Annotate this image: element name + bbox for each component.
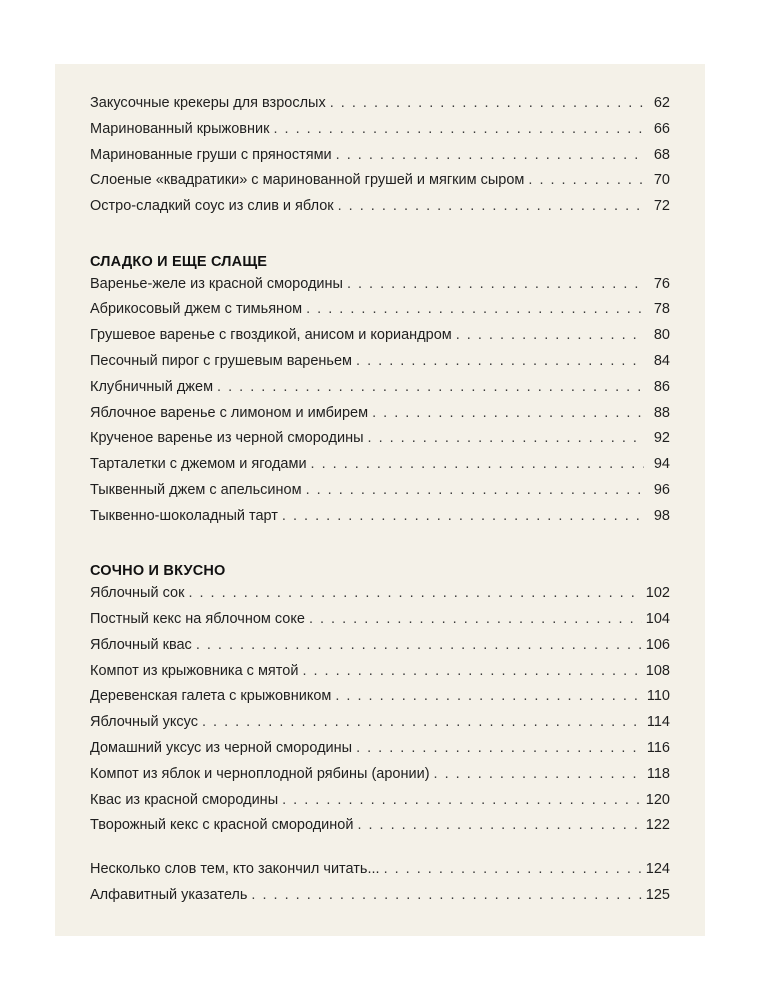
dot-leader: [202, 714, 643, 730]
toc-entry[interactable]: [90, 301, 670, 327]
toc-entry-title: Несколько слов тем, кто закончил читать...: [90, 861, 380, 878]
dot-leader: [251, 887, 641, 903]
dot-leader: [196, 637, 642, 653]
dot-leader: [434, 766, 643, 782]
toc-entry-page-number: 110: [646, 688, 670, 705]
toc-entry-title: Компот из яблок и черноплодной рябины (аронии): [90, 765, 430, 782]
toc-entry-page-number: 108: [645, 662, 670, 679]
toc-entry-title: Домашний уксус из черной смородины: [90, 739, 353, 756]
toc-entry-title: Постный кекс на яблочном соке: [90, 610, 305, 627]
toc-entry[interactable]: [90, 663, 670, 689]
toc-entry-title: Деревенская галета с крыжовником: [90, 688, 332, 705]
toc-entry-title: Компот из крыжовника с мятой: [90, 662, 299, 679]
toc-entry[interactable]: [90, 482, 670, 508]
toc-entry[interactable]: [90, 456, 670, 482]
toc-entry[interactable]: [90, 585, 670, 611]
toc-entry-page-number: 106: [645, 636, 670, 653]
dot-leader: [217, 379, 644, 395]
toc-entry[interactable]: [90, 172, 670, 198]
toc-entry[interactable]: [90, 740, 670, 766]
dot-leader: [309, 611, 642, 627]
toc-entry[interactable]: [90, 353, 670, 379]
dot-leader: [330, 95, 644, 111]
dot-leader: [357, 817, 641, 833]
toc-entry-page-number: 104: [645, 610, 670, 627]
dot-leader: [456, 327, 644, 343]
toc-entry[interactable]: [90, 198, 670, 224]
toc-entry-title: Творожный кекс с красной смородиной: [90, 817, 354, 834]
dot-leader: [302, 663, 641, 679]
toc-entry-title: Клубничный джем: [90, 378, 214, 395]
dot-leader: [347, 276, 644, 292]
toc-entry[interactable]: [90, 688, 670, 714]
toc-entry-title: Яблочный сок: [90, 585, 185, 602]
dot-leader: [338, 198, 644, 214]
toc-entry-page-number: 96: [653, 481, 670, 498]
book-page: [55, 64, 705, 936]
section-spacer: [90, 843, 670, 861]
toc-entry-page-number: 86: [653, 378, 670, 395]
toc-entry[interactable]: [90, 766, 670, 792]
toc-entry[interactable]: [90, 276, 670, 302]
toc-entry-title: Тарталетки с джемом и ягодами: [90, 456, 307, 473]
dot-leader: [188, 585, 641, 601]
toc-entry-page-number: 125: [645, 886, 670, 903]
toc-entry[interactable]: [90, 121, 670, 147]
toc-entry[interactable]: [90, 327, 670, 353]
table-of-contents: [90, 95, 670, 913]
toc-entry-title: Абрикосовый джем с тимьяном: [90, 301, 303, 318]
section-title: СЛАДКО И ЕЩЕ СЛАЩЕ: [90, 253, 268, 270]
dot-leader: [528, 172, 644, 188]
toc-entry-page-number: 118: [646, 765, 670, 782]
dot-leader: [372, 405, 644, 421]
dot-leader: [335, 688, 643, 704]
toc-entry[interactable]: [90, 95, 670, 121]
toc-entry-page-number: 88: [653, 404, 670, 421]
toc-entry[interactable]: [90, 611, 670, 637]
toc-entry[interactable]: [90, 508, 670, 534]
toc-entry-page-number: 92: [653, 430, 670, 447]
toc-entry-page-number: 76: [653, 275, 670, 292]
toc-entry-title: Алфавитный указатель: [90, 886, 248, 903]
toc-entry-title: Грушевое варенье с гвоздикой, анисом и кориандром: [90, 327, 452, 344]
toc-entry-page-number: 122: [645, 817, 670, 834]
toc-entry-page-number: 72: [653, 198, 670, 215]
dot-leader: [384, 861, 642, 877]
toc-entry-title: Закусочные крекеры для взрослых: [90, 95, 326, 111]
dot-leader: [336, 147, 644, 163]
toc-entry[interactable]: [90, 817, 670, 843]
toc-entry-title: Остро-сладкий соус из слив и яблок: [90, 198, 334, 215]
toc-entry-title: Квас из красной смородины: [90, 791, 279, 808]
toc-entry[interactable]: [90, 792, 670, 818]
dot-leader: [368, 430, 644, 446]
toc-entry-page-number: 116: [646, 739, 670, 756]
toc-entry-page-number: 66: [653, 120, 670, 137]
toc-entry-page-number: 62: [653, 95, 670, 111]
section-spacer: [90, 534, 670, 560]
dot-leader: [356, 740, 643, 756]
toc-entry-page-number: 98: [653, 507, 670, 524]
toc-entry-title: Варенье-желе из красной смородины: [90, 275, 343, 292]
toc-entry[interactable]: [90, 147, 670, 173]
toc-entry[interactable]: [90, 379, 670, 405]
toc-entry-title: Тыквенный джем с апельсином: [90, 481, 302, 498]
toc-entry-page-number: 68: [653, 146, 670, 163]
toc-entry-title: Слоеные «квадратики» с маринованной грушей и мягким сыром: [90, 172, 525, 189]
toc-entry-title: Яблочный уксус: [90, 714, 198, 731]
section-title: СОЧНО И ВКУСНО: [90, 563, 226, 580]
dot-leader: [306, 301, 644, 317]
toc-entry-page-number: 70: [653, 172, 670, 189]
toc-entry-page-number: 114: [646, 714, 670, 731]
toc-entry-page-number: 120: [645, 791, 670, 808]
toc-entry-title: Песочный пирог с грушевым вареньем: [90, 352, 353, 369]
toc-entry[interactable]: [90, 430, 670, 456]
dot-leader: [306, 482, 644, 498]
dot-leader: [282, 508, 644, 524]
toc-entry-page-number: 78: [653, 301, 670, 318]
toc-entry-page-number: 102: [645, 585, 670, 602]
toc-entry-title: Яблочный квас: [90, 636, 192, 653]
dot-leader: [282, 792, 642, 808]
toc-entry[interactable]: [90, 714, 670, 740]
toc-entry-page-number: 124: [645, 861, 670, 878]
toc-entry-title: Яблочное варенье с лимоном и имбирем: [90, 404, 369, 421]
toc-entry[interactable]: [90, 887, 670, 913]
dot-leader: [311, 456, 644, 472]
toc-entry-title: Маринованный крыжовник: [90, 120, 270, 137]
toc-entry[interactable]: [90, 405, 670, 431]
toc-entry-title: Крученое варенье из черной смородины: [90, 430, 364, 447]
dot-leader: [356, 353, 644, 369]
dot-leader: [273, 121, 644, 137]
toc-entry[interactable]: [90, 637, 670, 663]
toc-entry-page-number: 94: [653, 456, 670, 473]
toc-entry-page-number: 84: [653, 352, 670, 369]
toc-entry-title: Тыквенно-шоколадный тарт: [90, 507, 278, 524]
toc-entry-title: Маринованные груши с пряностями: [90, 146, 332, 163]
toc-entry[interactable]: [90, 861, 670, 887]
toc-entry-page-number: 80: [653, 327, 670, 344]
section-spacer: [90, 224, 670, 250]
